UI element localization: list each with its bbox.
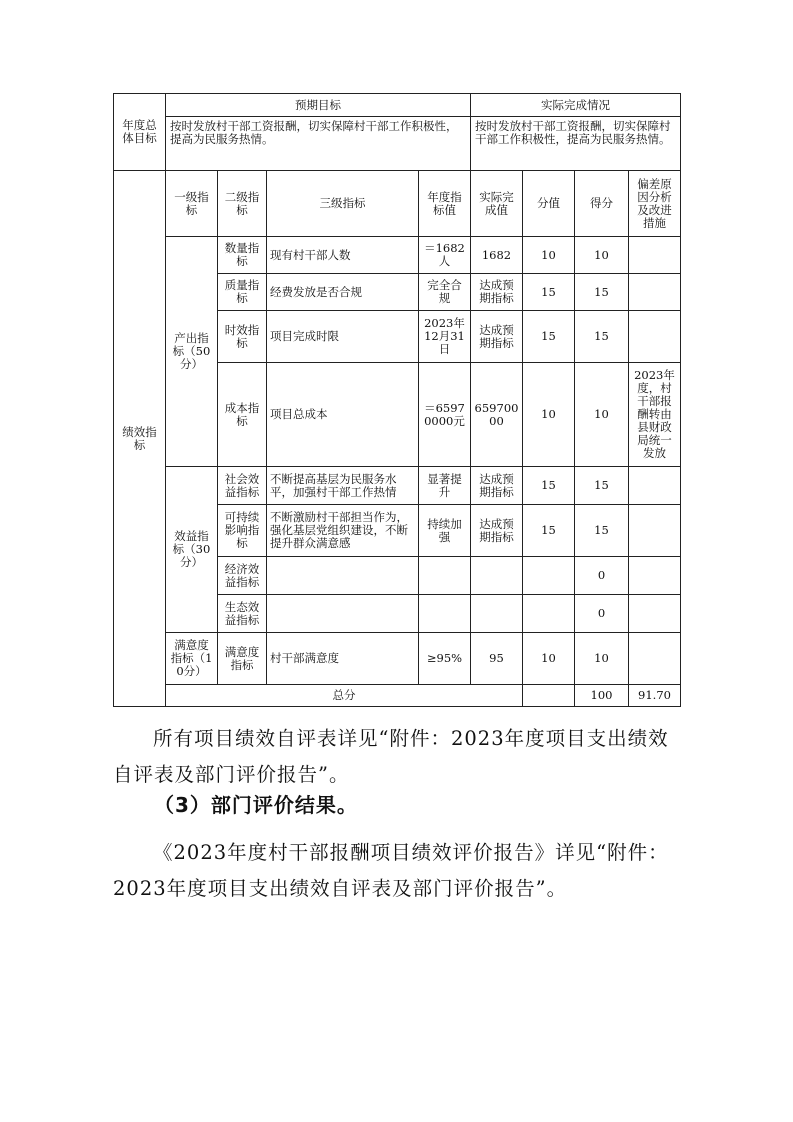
col-header-level2: 二级指标 bbox=[218, 171, 267, 237]
performance-label: 绩效指标 bbox=[114, 171, 166, 707]
goal-content-row bbox=[114, 117, 681, 171]
total-actual-empty bbox=[523, 685, 575, 707]
deviation-cell bbox=[629, 595, 681, 633]
level3-cell bbox=[267, 595, 419, 633]
score-cell: 15 bbox=[575, 311, 629, 363]
deviation-cell bbox=[629, 633, 681, 685]
col-header-level3: 三级指标 bbox=[267, 171, 419, 237]
total-points: 100 bbox=[575, 685, 629, 707]
level2-cell: 满意度指标 bbox=[218, 633, 267, 685]
target-cell: 2023年12月31日 bbox=[419, 311, 471, 363]
score-cell: 10 bbox=[575, 363, 629, 467]
level3-cell: 不断提高基层为民服务水平，加强村干部工作热情 bbox=[267, 467, 419, 505]
deviation-cell bbox=[629, 467, 681, 505]
level2-cell: 时效指标 bbox=[218, 311, 267, 363]
total-label: 总分 bbox=[166, 685, 523, 707]
level3-cell: 现有村干部人数 bbox=[267, 237, 419, 274]
points-cell: 15 bbox=[523, 311, 575, 363]
actual-cell: 达成预期指标 bbox=[471, 467, 523, 505]
deviation-cell: 2023年度，村干部报酬转由县财政局统一发放 bbox=[629, 363, 681, 467]
group-benefit: 效益指标（30分） bbox=[166, 467, 218, 633]
score-cell: 15 bbox=[575, 505, 629, 557]
deviation-cell bbox=[629, 274, 681, 311]
level3-cell bbox=[267, 557, 419, 595]
target-cell: 显著提升 bbox=[419, 467, 471, 505]
table-row bbox=[114, 237, 681, 274]
points-cell: 15 bbox=[523, 467, 575, 505]
total-score: 91.70 bbox=[629, 685, 681, 707]
expected-goal-text: 按时发放村干部工资报酬，切实保障村干部工作积极性，提高为民服务热情。 bbox=[166, 117, 471, 171]
level2-cell: 生态效益指标 bbox=[218, 595, 267, 633]
target-cell: 完全合规 bbox=[419, 274, 471, 311]
total-row bbox=[114, 685, 681, 707]
performance-table bbox=[113, 93, 681, 707]
score-cell: 15 bbox=[575, 274, 629, 311]
group-output: 产出指标（50分） bbox=[166, 237, 218, 467]
points-cell: 10 bbox=[523, 237, 575, 274]
col-header-score: 得分 bbox=[575, 171, 629, 237]
target-cell: ≥95% bbox=[419, 633, 471, 685]
points-cell bbox=[523, 557, 575, 595]
actual-cell: 95 bbox=[471, 633, 523, 685]
target-cell: ＝65970000元 bbox=[419, 363, 471, 467]
score-cell: 10 bbox=[575, 633, 629, 685]
deviation-cell bbox=[629, 311, 681, 363]
level2-cell: 经济效益指标 bbox=[218, 557, 267, 595]
score-cell: 10 bbox=[575, 237, 629, 274]
expected-goal-header: 预期目标 bbox=[166, 94, 471, 117]
year-goal-label: 年度总体目标 bbox=[114, 94, 166, 171]
col-header-actual: 实际完成值 bbox=[471, 171, 523, 237]
actual-cell: 1682 bbox=[471, 237, 523, 274]
target-cell bbox=[419, 557, 471, 595]
actual-cell: 达成预期指标 bbox=[471, 505, 523, 557]
level3-cell: 村干部满意度 bbox=[267, 633, 419, 685]
col-header-target: 年度指标值 bbox=[419, 171, 471, 237]
actual-cell: 达成预期指标 bbox=[471, 274, 523, 311]
group-satisfaction: 满意度指标（10分） bbox=[166, 633, 218, 685]
points-cell: 15 bbox=[523, 505, 575, 557]
paragraph-self-evaluation: 所有项目绩效自评表详见“附件：2023年度项目支出绩效自评表及部门评价报告”。 bbox=[113, 727, 669, 786]
deviation-cell bbox=[629, 505, 681, 557]
table-row bbox=[114, 633, 681, 685]
level2-cell: 成本指标 bbox=[218, 363, 267, 467]
target-cell: 持续加强 bbox=[419, 505, 471, 557]
level2-cell: 可持续影响指标 bbox=[218, 505, 267, 557]
level2-cell: 社会效益指标 bbox=[218, 467, 267, 505]
col-header-points: 分值 bbox=[523, 171, 575, 237]
actual-cell: 达成预期指标 bbox=[471, 311, 523, 363]
table-row bbox=[114, 467, 681, 505]
section-heading: （3）部门评价结果。 bbox=[154, 793, 358, 817]
points-cell: 10 bbox=[523, 363, 575, 467]
level3-cell: 不断激励村干部担当作为，强化基层党组织建设，不断提升群众满意感 bbox=[267, 505, 419, 557]
actual-cell bbox=[471, 595, 523, 633]
goal-header-row bbox=[114, 94, 681, 117]
target-cell bbox=[419, 595, 471, 633]
level2-cell: 数量指标 bbox=[218, 237, 267, 274]
level3-cell: 经费发放是否合规 bbox=[267, 274, 419, 311]
column-header-row bbox=[114, 171, 681, 237]
points-cell bbox=[523, 595, 575, 633]
paragraph-evaluation-result: 《2023年度村干部报酬项目绩效评价报告》详见“附件：2023年度项目支出绩效自评表及部门评价报告”。 bbox=[113, 841, 669, 900]
col-header-deviation: 偏差原因分析及改进措施 bbox=[629, 171, 681, 237]
deviation-cell bbox=[629, 237, 681, 274]
score-cell: 0 bbox=[575, 557, 629, 595]
score-cell: 15 bbox=[575, 467, 629, 505]
score-cell: 0 bbox=[575, 595, 629, 633]
target-cell: ＝1682人 bbox=[419, 237, 471, 274]
level3-cell: 项目总成本 bbox=[267, 363, 419, 467]
level3-cell: 项目完成时限 bbox=[267, 311, 419, 363]
actual-cell: 65970000 bbox=[471, 363, 523, 467]
actual-completion-text: 按时发放村干部工资报酬，切实保障村干部工作积极性，提高为民服务热情。 bbox=[471, 117, 681, 171]
level2-cell: 质量指标 bbox=[218, 274, 267, 311]
col-header-level1: 一级指标 bbox=[166, 171, 218, 237]
actual-cell bbox=[471, 557, 523, 595]
points-cell: 10 bbox=[523, 633, 575, 685]
deviation-cell bbox=[629, 557, 681, 595]
actual-completion-header: 实际完成情况 bbox=[471, 94, 681, 117]
points-cell: 15 bbox=[523, 274, 575, 311]
